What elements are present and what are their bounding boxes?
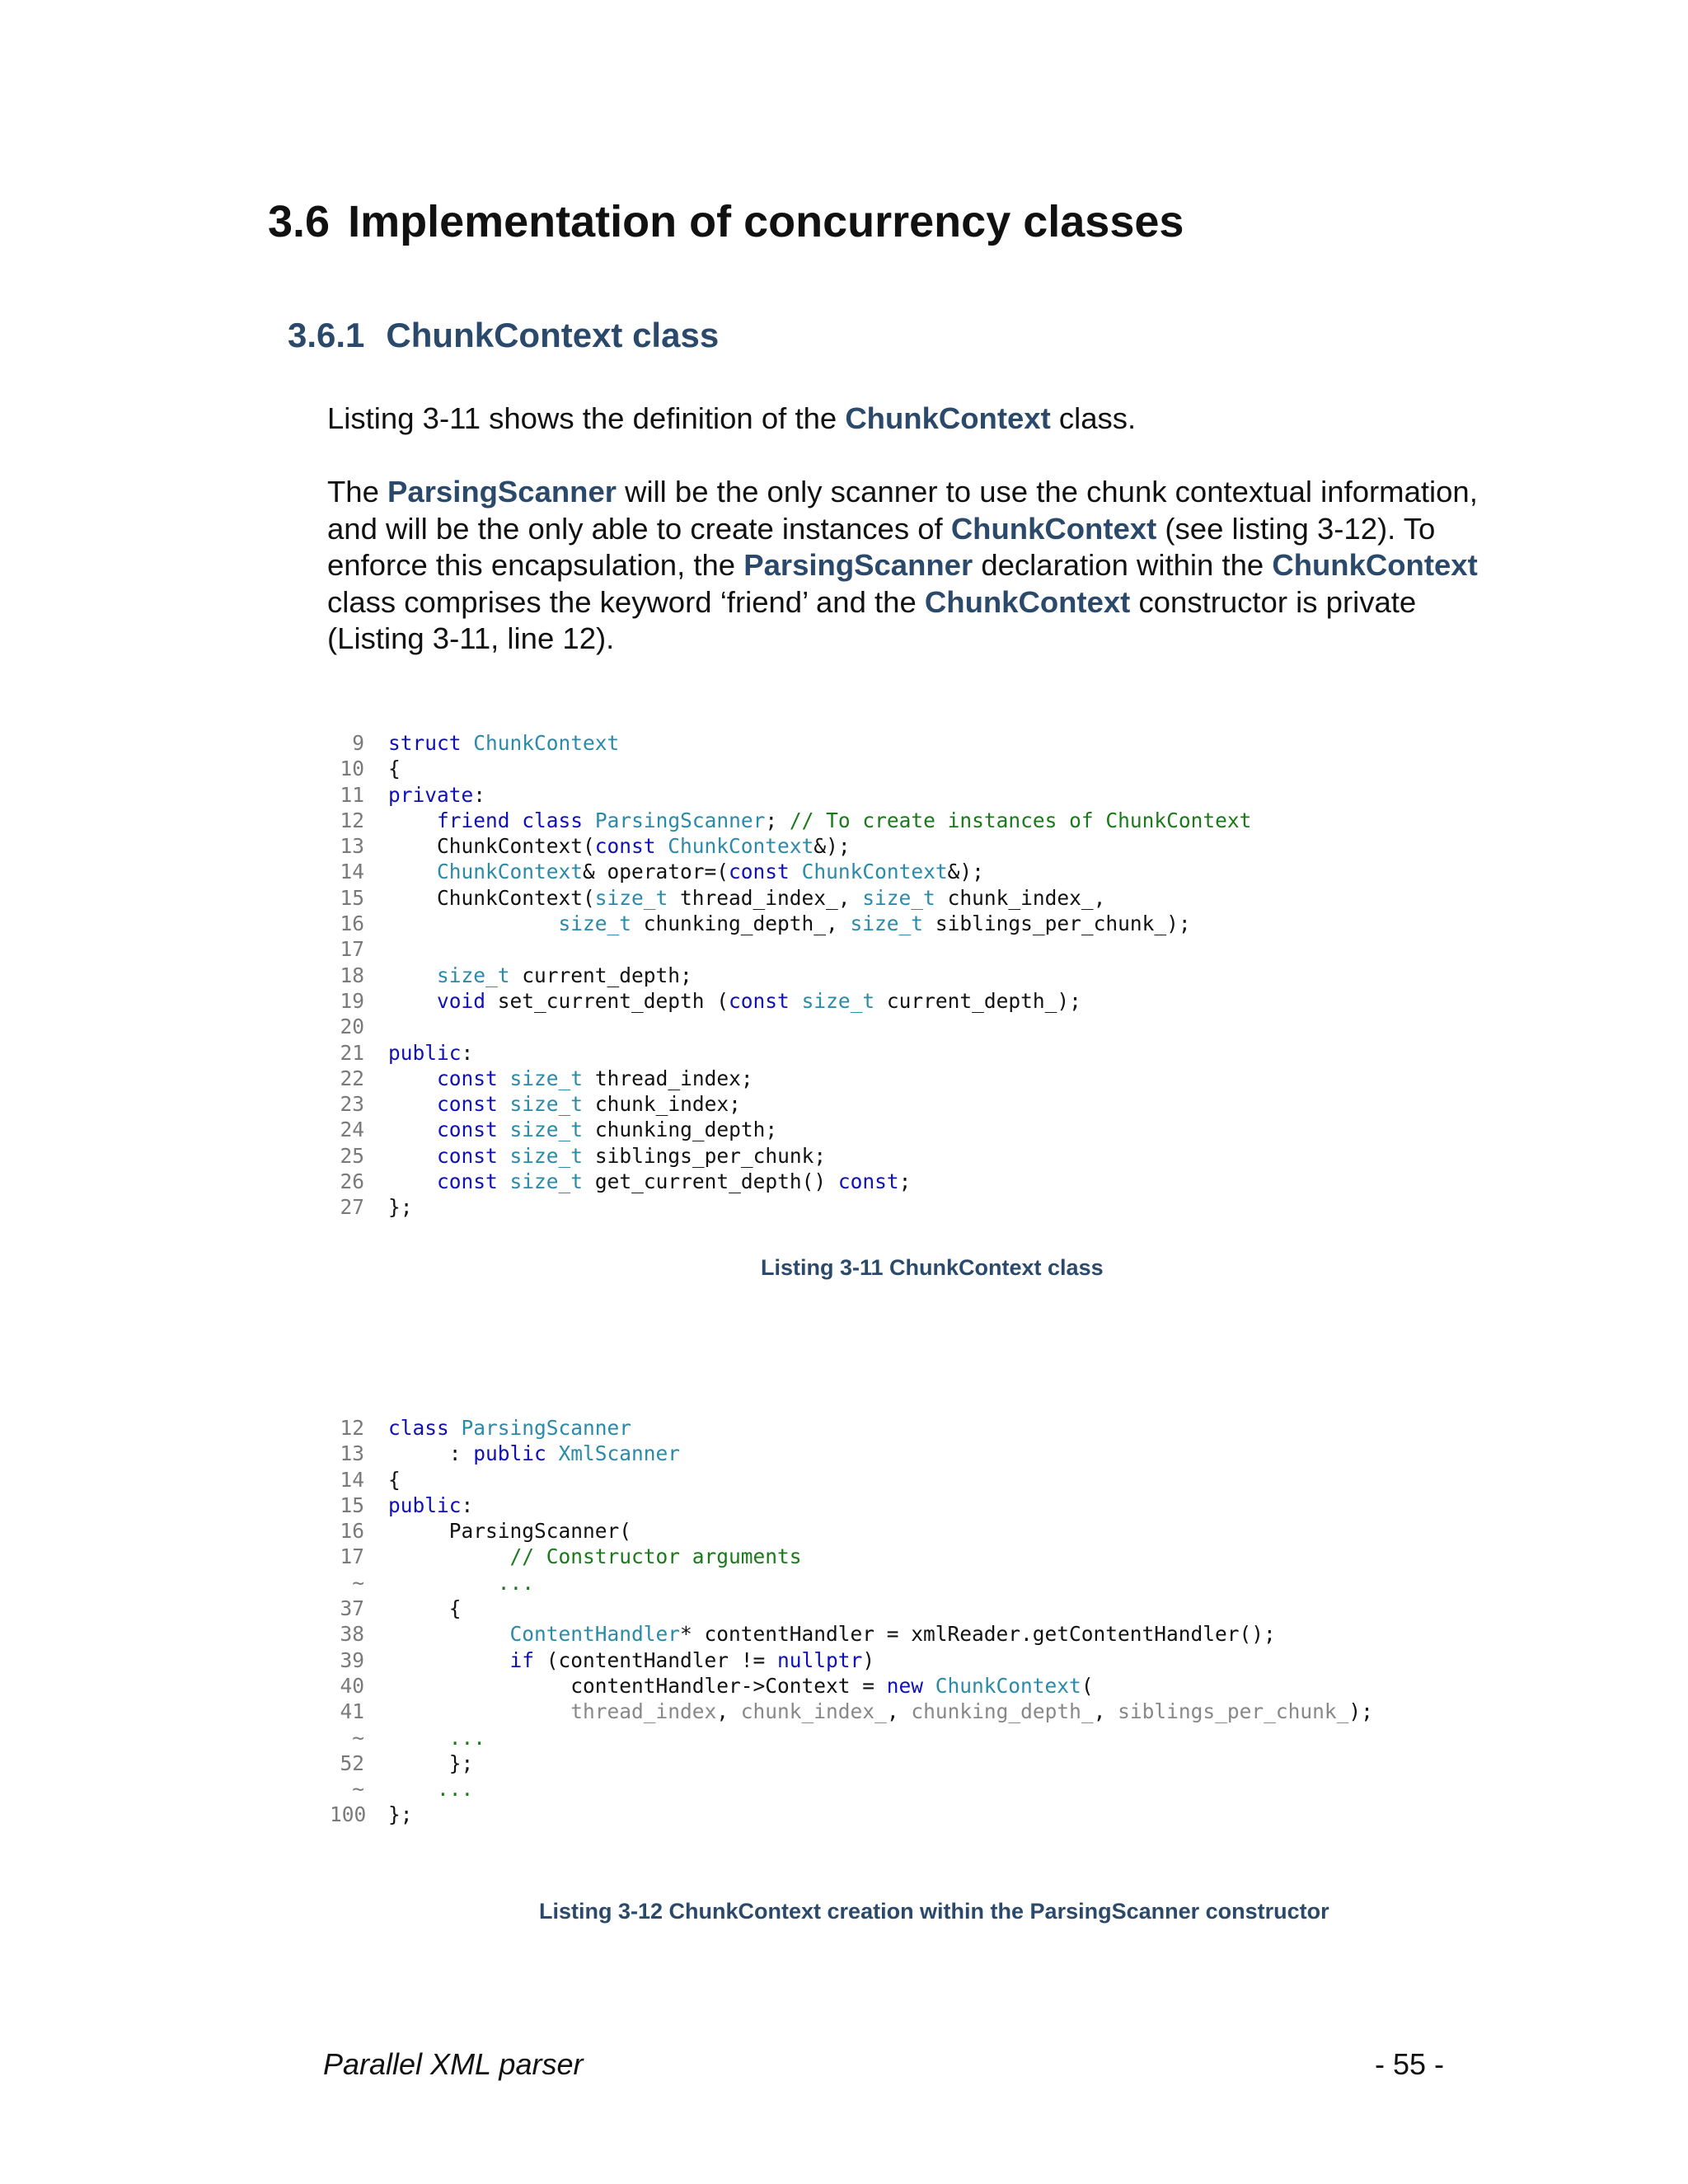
code-plain (388, 1648, 510, 1672)
intro-line (327, 401, 1531, 438)
code-plain: , (716, 1699, 741, 1724)
code-plain (510, 808, 523, 832)
line-number: 40 (340, 1673, 364, 1698)
footer-title: Parallel XML parser (323, 2047, 584, 2081)
code-plain: & operator=( (583, 860, 729, 884)
code-text (388, 963, 692, 987)
line-number: 26 (340, 1169, 364, 1194)
line-number: 19 (340, 988, 364, 1013)
code-line (330, 1415, 1373, 1441)
line-number: 100 (330, 1802, 367, 1827)
code-keyword: const (594, 834, 656, 859)
code-text (388, 1571, 534, 1595)
code-type: size_t (850, 912, 924, 936)
code-plain: (contentHandler != (534, 1647, 778, 1672)
code-keyword: class (388, 1416, 449, 1440)
code-plain: }; (388, 1750, 474, 1775)
class-name-ref: ChunkContext (1272, 548, 1478, 582)
line-number: ~ (352, 1777, 364, 1802)
code-text (388, 1441, 680, 1465)
line-number: 21 (340, 1040, 364, 1065)
body-text: constructor is private (1130, 584, 1417, 619)
code-line (330, 1776, 1373, 1802)
code-type: size_t (509, 1066, 584, 1090)
code-keyword: public (388, 1493, 462, 1517)
code-text (388, 1802, 413, 1826)
code-keyword: nullptr (777, 1647, 863, 1672)
line-number: 22 (340, 1066, 364, 1090)
code-text (388, 834, 851, 858)
code-listing-3-11 (330, 730, 1251, 1221)
code-plain: : (461, 1493, 474, 1517)
code-line (330, 1647, 1373, 1673)
code-plain (583, 808, 595, 832)
code-plain (790, 860, 802, 883)
line-number: 12 (340, 808, 364, 832)
class-name-ref: ChunkContext (950, 511, 1157, 546)
code-type: ContentHandler (509, 1622, 681, 1647)
code-line (330, 1802, 1373, 1827)
code-plain (498, 1144, 510, 1168)
code-plain (449, 1416, 462, 1440)
code-line (330, 1169, 1251, 1194)
code-type: ChunkContext (473, 731, 620, 755)
code-keyword: const (437, 1118, 498, 1142)
code-type: size_t (509, 1143, 584, 1168)
code-text (388, 1777, 473, 1801)
code-line (330, 808, 1251, 833)
line-number: 14 (340, 860, 364, 884)
code-line (330, 730, 1251, 756)
listing-3-12-caption: Listing 3-12 ChunkContext creation within the ParsingScanner constructor (539, 1899, 1329, 1924)
code-text (388, 1416, 631, 1440)
code-type: ChunkContext (668, 834, 814, 859)
line-number: 39 (340, 1647, 364, 1672)
line-number: 41 (340, 1699, 364, 1724)
section-number: 3.6 (268, 197, 331, 246)
code-plain: ChunkContext( (388, 885, 595, 910)
code-keyword: const (837, 1169, 899, 1194)
code-plain: current_depth; (509, 963, 692, 987)
code-line (330, 1040, 1251, 1066)
code-line (330, 936, 1251, 962)
line-number: 52 (340, 1750, 364, 1775)
code-text (388, 1118, 777, 1141)
code-text (388, 1493, 473, 1517)
code-plain: ( (1081, 1673, 1094, 1698)
line-number: 38 (340, 1622, 364, 1647)
code-plain (388, 1777, 437, 1801)
code-plain (546, 1441, 559, 1465)
section-title: Implementation of concurrency classes (348, 197, 1184, 246)
code-text (388, 1648, 874, 1672)
code-keyword: const (729, 860, 790, 884)
code-plain: }; (388, 1195, 413, 1220)
code-type: size_t (862, 885, 935, 910)
code-argument: chunking_depth_ (911, 1699, 1094, 1724)
code-keyword: public (388, 1040, 462, 1065)
code-keyword: struct (388, 731, 462, 755)
code-text (388, 783, 485, 807)
code-line (330, 782, 1251, 808)
body-line (327, 511, 1531, 548)
code-text (388, 1544, 802, 1568)
code-text (388, 1622, 1276, 1646)
intro-paragraph (327, 401, 1531, 438)
line-number: 16 (340, 1519, 364, 1544)
code-line (330, 1493, 1373, 1518)
body-text: class comprises the keyword ‘friend’ and the (327, 584, 925, 619)
code-keyword: public (473, 1441, 546, 1466)
code-comment: // To create instances of ChunkContext (789, 808, 1252, 832)
body-line (327, 584, 1531, 621)
code-plain: ) (862, 1647, 875, 1672)
code-plain: siblings_per_chunk; (583, 1143, 827, 1168)
code-plain (923, 1674, 935, 1698)
code-keyword: const (437, 1143, 498, 1168)
body-paragraph (327, 474, 1531, 658)
code-line (330, 1596, 1373, 1621)
code-text (388, 1144, 826, 1168)
code-line (330, 885, 1251, 911)
code-argument: thread_index (570, 1699, 717, 1724)
code-comment: // Constructor arguments (509, 1544, 802, 1569)
page-number: - 55 - (1375, 2047, 1445, 2081)
code-plain: ; (898, 1169, 912, 1194)
code-plain (462, 731, 474, 755)
code-plain (790, 989, 802, 1013)
code-line (330, 1066, 1251, 1091)
code-plain (498, 1066, 510, 1090)
code-type: size_t (509, 1169, 584, 1194)
code-text (388, 1596, 462, 1620)
code-plain: get_current_depth() (583, 1169, 838, 1194)
code-text (388, 912, 1191, 935)
code-line (330, 1194, 1251, 1220)
code-plain (656, 834, 668, 858)
line-number: ~ (352, 1725, 364, 1750)
code-plain: * contentHandler = xmlReader.getContentHandler(); (680, 1622, 1276, 1647)
code-plain: thread_index; (583, 1066, 753, 1090)
code-plain (388, 989, 437, 1013)
code-line (330, 1117, 1251, 1142)
code-text (388, 1699, 1373, 1723)
code-plain: &); (947, 860, 984, 884)
code-comment: ... (448, 1725, 486, 1750)
line-number: 17 (340, 937, 364, 962)
subsection-heading (288, 316, 719, 355)
code-plain (388, 1118, 437, 1141)
line-number: 13 (340, 1441, 364, 1466)
code-plain (388, 1544, 510, 1568)
code-text (388, 989, 1081, 1013)
body-text: declaration within the (973, 548, 1273, 582)
code-listing-3-12 (330, 1415, 1373, 1828)
code-plain (388, 1571, 498, 1595)
code-plain: contentHandler->Context = (388, 1673, 887, 1698)
code-text (388, 1751, 473, 1775)
code-text (388, 808, 1251, 832)
listing-3-11-caption: Listing 3-11 ChunkContext class (761, 1255, 1104, 1280)
code-plain: chunking_depth; (583, 1118, 778, 1142)
code-text (388, 860, 984, 883)
code-plain (388, 1092, 437, 1116)
code-plain (388, 1066, 437, 1090)
class-name-ref: ChunkContext (924, 584, 1131, 619)
body-line: (Listing 3-11, line 12). (327, 621, 615, 655)
code-line (330, 859, 1251, 884)
code-line (330, 1467, 1373, 1493)
subsection-number: 3.6.1 (288, 316, 365, 354)
code-comment: ... (437, 1777, 474, 1802)
body-text: will be the only scanner to use the chunk contextual information, (616, 475, 1478, 509)
code-line (330, 1544, 1373, 1569)
code-keyword: const (729, 988, 790, 1013)
code-text (388, 1468, 401, 1492)
code-plain: : (473, 782, 486, 807)
body-text: (see listing 3-12). To (1156, 511, 1436, 546)
line-number: 15 (340, 885, 364, 910)
line-number: 17 (340, 1544, 364, 1569)
code-line (330, 1091, 1251, 1117)
body-line (327, 547, 1531, 584)
intro-text: class. (1050, 401, 1137, 435)
line-number: 27 (340, 1195, 364, 1220)
code-plain (498, 1092, 510, 1116)
line-number: 15 (340, 1493, 364, 1517)
class-name-ref: ParsingScanner (387, 475, 617, 509)
code-line (330, 756, 1251, 781)
code-text (388, 731, 619, 755)
code-plain (388, 1144, 437, 1168)
code-plain: siblings_per_chunk_); (923, 912, 1191, 936)
code-type: ChunkContext (801, 860, 948, 884)
code-plain: thread_index_, (668, 885, 863, 910)
code-text (388, 757, 401, 780)
code-text (388, 1092, 741, 1116)
line-number: 13 (340, 834, 364, 859)
code-type: size_t (509, 1092, 584, 1117)
code-text (388, 886, 1105, 910)
code-line (330, 833, 1251, 859)
body-line (327, 474, 1531, 511)
line-number: 25 (340, 1143, 364, 1168)
code-line (330, 1621, 1373, 1647)
subsection-title: ChunkContext class (386, 316, 720, 354)
code-plain: chunking_depth_, (631, 912, 851, 936)
code-keyword: friend (437, 808, 510, 832)
code-argument: siblings_per_chunk_ (1118, 1699, 1349, 1724)
code-keyword: if (509, 1647, 535, 1672)
code-keyword: class (522, 808, 584, 832)
class-name-ref: ParsingScanner (743, 548, 973, 582)
code-plain: ); (1348, 1699, 1373, 1724)
code-plain: chunk_index_, (935, 885, 1106, 910)
code-plain (388, 963, 437, 987)
code-argument: chunk_index_ (740, 1699, 887, 1724)
code-keyword: void (437, 988, 486, 1013)
line-number: 18 (340, 963, 364, 987)
code-plain (388, 1726, 449, 1750)
code-plain (388, 1622, 510, 1646)
line-number: 9 (352, 731, 364, 755)
code-type: ChunkContext (437, 860, 584, 884)
code-plain: &); (814, 834, 851, 859)
intro-text: Listing 3-11 shows the definition of the (327, 401, 846, 435)
code-type: size_t (437, 963, 510, 987)
section-heading (268, 196, 1184, 247)
code-plain (388, 912, 559, 935)
code-line (330, 988, 1251, 1014)
body-text: enforce this encapsulation, the (327, 548, 744, 582)
code-plain: ; (765, 808, 790, 832)
code-type: ParsingScanner (461, 1416, 632, 1440)
line-number: 12 (340, 1416, 364, 1440)
code-plain: , (1093, 1699, 1118, 1724)
code-plain: set_current_depth ( (485, 988, 729, 1013)
line-number: 11 (340, 782, 364, 807)
code-plain (388, 860, 437, 883)
code-text (388, 1066, 753, 1090)
code-plain: : (388, 1441, 474, 1466)
class-name-ref: ChunkContext (845, 401, 1051, 435)
code-type: ParsingScanner (594, 808, 766, 832)
code-plain: { (388, 1467, 401, 1492)
code-plain: : (461, 1040, 474, 1065)
code-plain: current_depth_); (874, 988, 1081, 1013)
code-plain: , (886, 1699, 912, 1724)
code-plain: ChunkContext( (388, 834, 595, 859)
line-number: 37 (340, 1596, 364, 1621)
code-line (330, 1143, 1251, 1169)
code-keyword: new (886, 1673, 924, 1698)
code-line (330, 1750, 1373, 1776)
body-text: and will be the only able to create instances of (327, 511, 951, 546)
line-number: 23 (340, 1092, 364, 1117)
body-text: The (327, 475, 388, 509)
code-type: XmlScanner (558, 1441, 681, 1466)
code-type: ChunkContext (935, 1673, 1081, 1698)
code-plain (498, 1169, 510, 1193)
code-line (330, 911, 1251, 936)
code-keyword: const (437, 1066, 498, 1090)
line-number: 10 (340, 757, 364, 781)
code-text (388, 1041, 473, 1065)
code-plain: chunk_index; (583, 1092, 741, 1117)
code-type: size_t (558, 912, 632, 936)
code-plain: { (388, 1596, 462, 1621)
code-line (330, 1673, 1373, 1699)
code-type: size_t (594, 885, 668, 910)
code-keyword: private (388, 782, 474, 807)
code-plain (388, 1699, 570, 1723)
code-line (330, 1518, 1373, 1544)
code-plain: { (388, 757, 401, 781)
code-plain: ParsingScanner( (388, 1519, 632, 1544)
code-text (388, 1519, 631, 1543)
code-plain (388, 1169, 437, 1193)
code-line (330, 1570, 1373, 1596)
line-number: 16 (340, 912, 364, 936)
code-line (330, 1699, 1373, 1724)
code-line (330, 1441, 1373, 1466)
code-line (330, 1014, 1251, 1039)
code-text (388, 1726, 485, 1750)
line-number: ~ (352, 1570, 364, 1595)
code-line (330, 963, 1251, 988)
code-keyword: const (437, 1169, 498, 1194)
line-number: 14 (340, 1467, 364, 1492)
code-comment: ... (497, 1570, 535, 1595)
line-number: 24 (340, 1118, 364, 1142)
code-plain (498, 1118, 510, 1141)
line-number: 20 (340, 1015, 364, 1039)
code-text (388, 1169, 911, 1193)
code-plain (388, 808, 437, 832)
code-keyword: const (437, 1092, 498, 1117)
code-text (388, 1674, 1094, 1698)
code-text (388, 1195, 413, 1219)
code-plain: }; (388, 1802, 413, 1827)
code-line (330, 1725, 1373, 1750)
code-type: size_t (801, 988, 875, 1013)
code-type: size_t (509, 1118, 584, 1142)
